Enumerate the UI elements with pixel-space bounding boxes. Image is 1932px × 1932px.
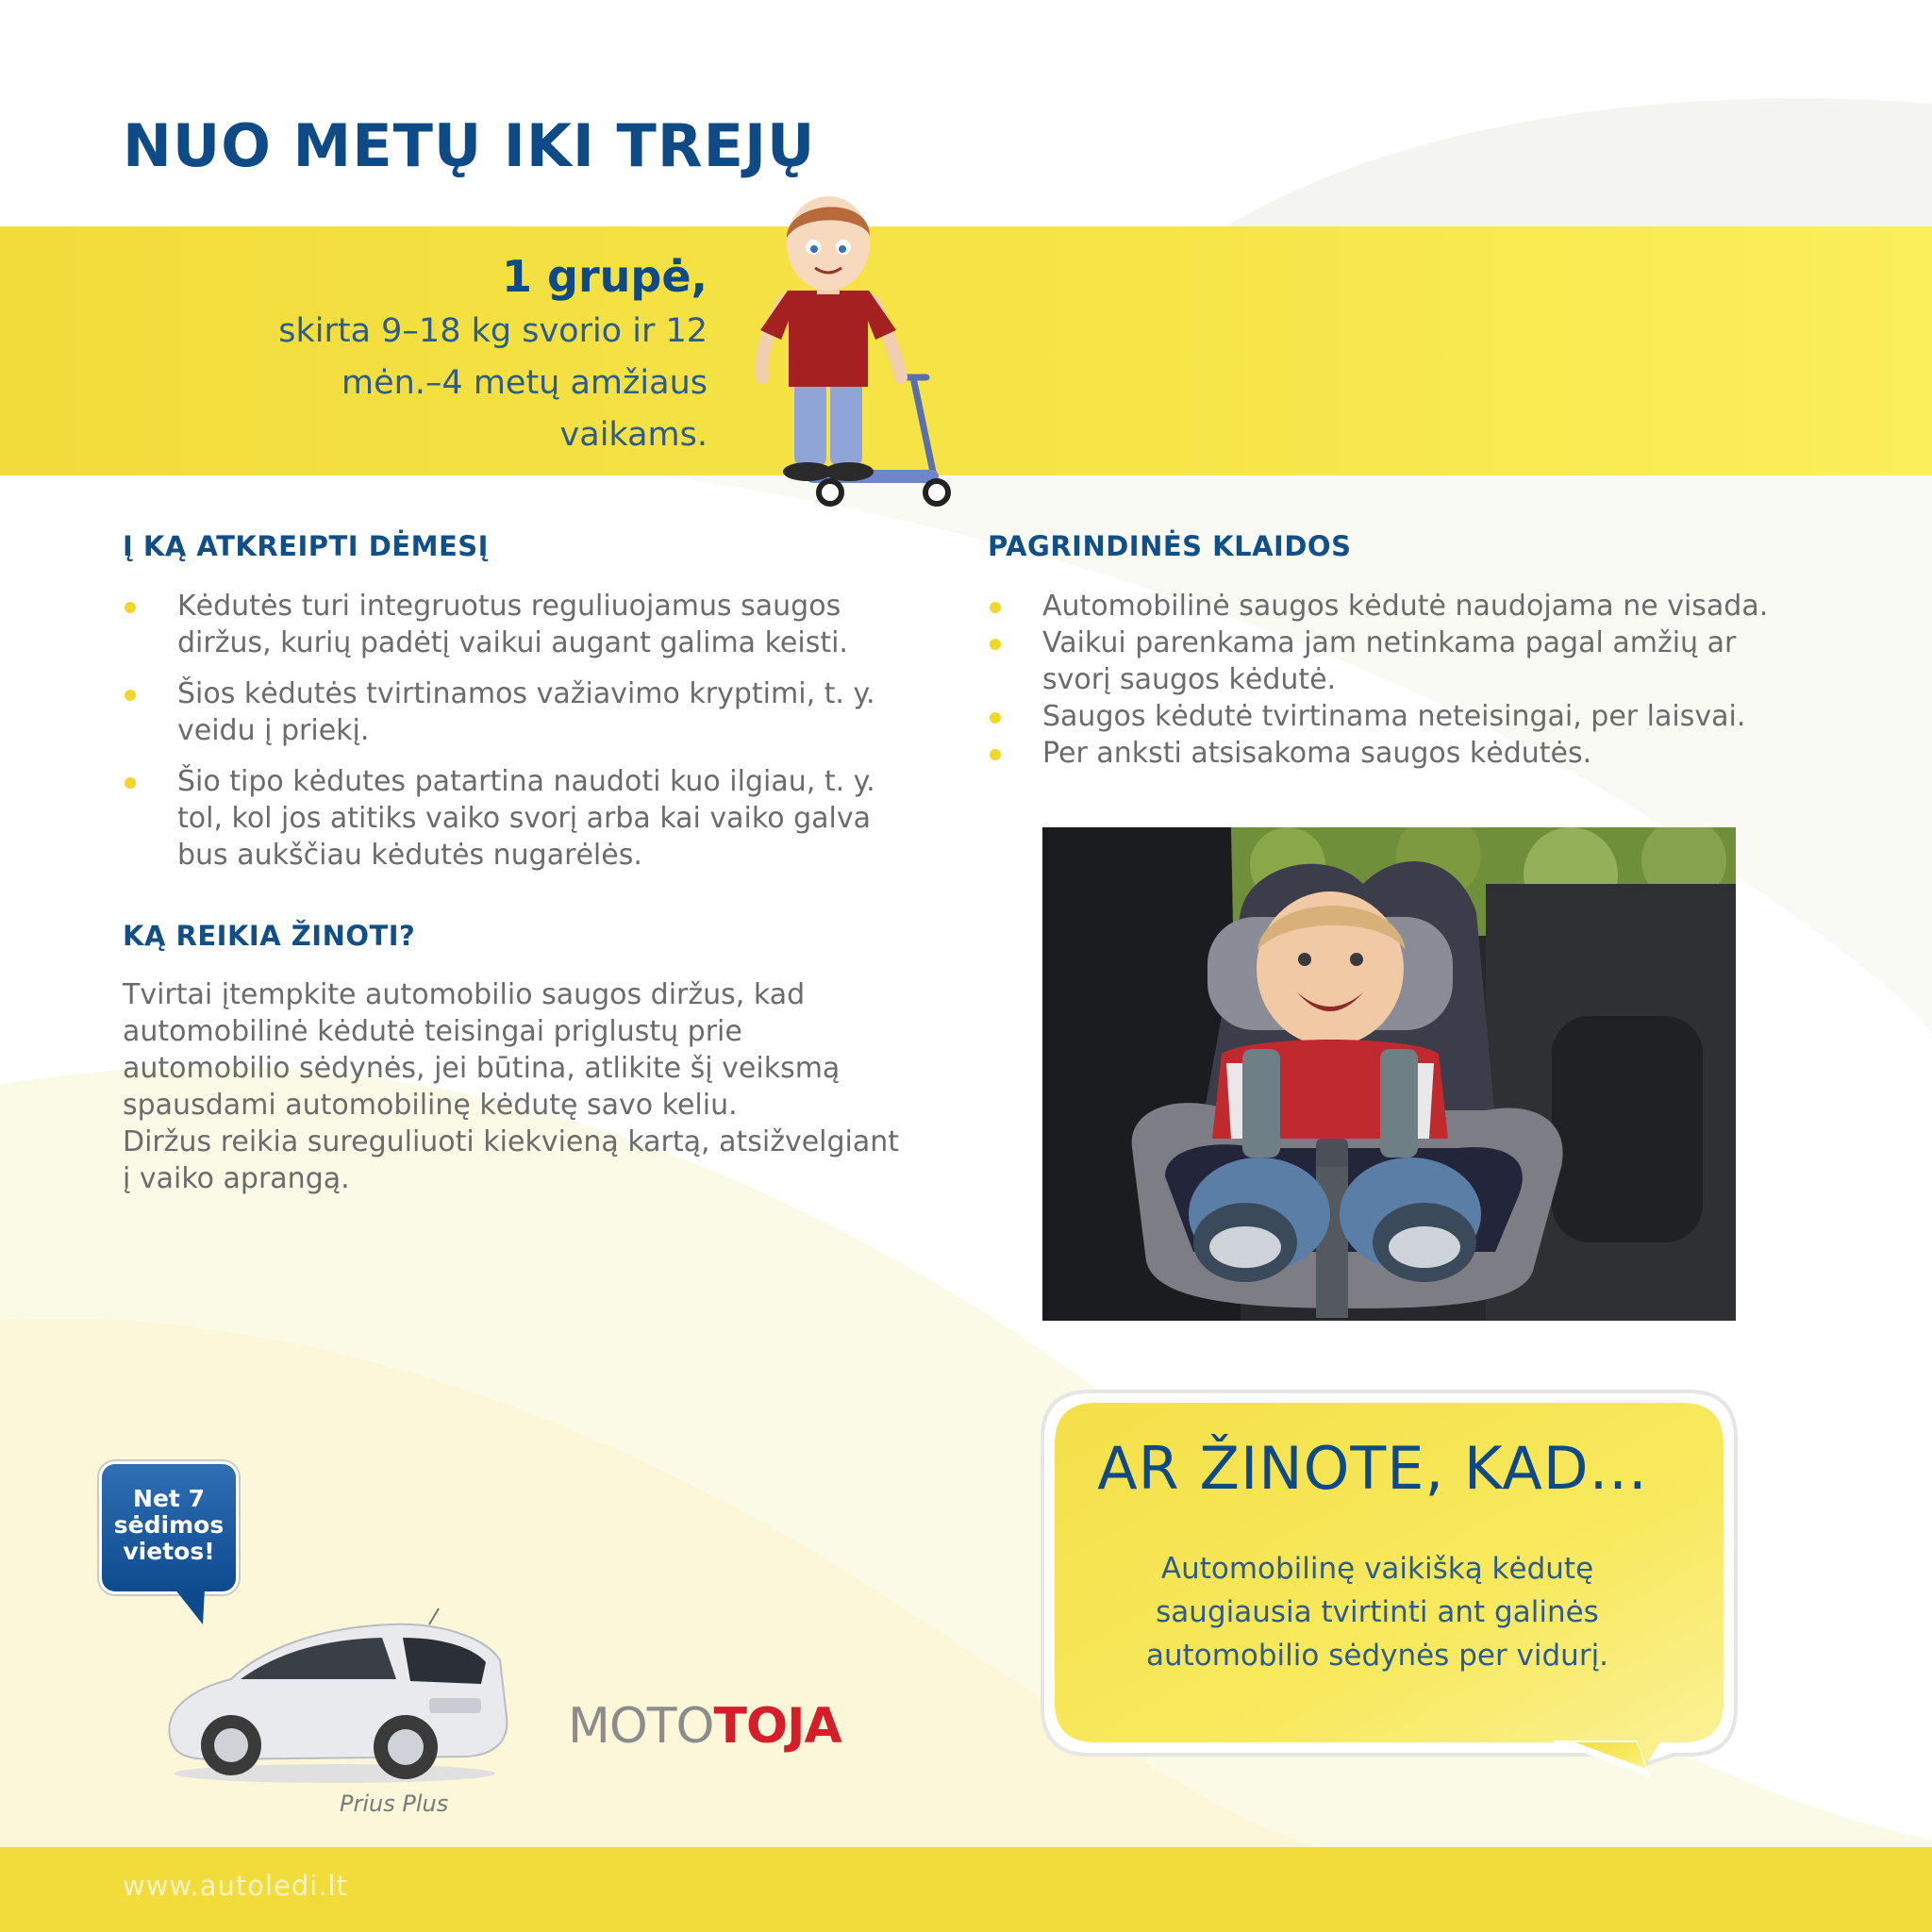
list-item-line: veidu į priekį. [177, 714, 370, 747]
paragraph-line: Diržus reikia sureguliuoti kiekvieną kartą, atsižvelgiant [123, 1125, 900, 1158]
list-item-line: Per anksti atsisakoma saugos kėdutės. [1042, 737, 1592, 770]
list-item-line: bus aukščiau kėdutės nugarėlės. [177, 839, 642, 872]
paragraph-line: automobilio sėdynės, jei būtina, atlikite šį veiksmą [123, 1052, 841, 1085]
boy-scooter-illustration [745, 189, 962, 514]
list-item-line: Šio tipo kėdutes patartina naudoti kuo ilgiau, t. y. [177, 765, 875, 798]
list-item [123, 763, 953, 874]
mistakes-heading: PAGRINDINĖS KLAIDOS [988, 530, 1352, 562]
logo-text-moto: MOTO [568, 1698, 714, 1755]
bullet-dot-icon [990, 749, 1001, 760]
seats-badge-text [102, 1486, 236, 1565]
list-item-line: svorį saugos kėdutė. [1042, 663, 1337, 696]
attention-heading: Į KĄ ATKREIPTI DĖMESĮ [123, 530, 489, 562]
did-you-know-text [1075, 1547, 1679, 1677]
paragraph-line: spausdami automobilinę kėdutę savo keliu. [123, 1089, 738, 1122]
did-you-know-title: AR ŽINOTE, KAD... [1097, 1434, 1648, 1503]
paragraph-line: Tvirtai įtempkite automobilio saugos diržus, kad [123, 978, 806, 1011]
badge-line: Net 7 [133, 1485, 205, 1512]
paragraph-line: automobilinė kėdutė teisingai priglustų prie [123, 1015, 742, 1048]
badge-line: vietos! [123, 1538, 215, 1565]
group-description-line: mėn.–4 metų amžiaus [341, 364, 708, 402]
bullet-dot-icon [990, 712, 1001, 724]
list-item-line: diržus, kurių padėtį vaikui augant galima keisti. [177, 626, 848, 659]
footer-url: www.autoledi.lt [123, 1870, 348, 1902]
list-item-line: Kėdutės turi integruotus reguliuojamus saugos [177, 590, 841, 623]
did-you-know-line: saugiausia tvirtinti ant galinės [1156, 1595, 1599, 1629]
bullet-dot-icon [125, 777, 136, 789]
did-you-know-line: automobilio sėdynės per vidurį. [1145, 1639, 1609, 1673]
did-you-know-line: Automobilinę vaikišką kėdutę [1160, 1552, 1594, 1586]
list-item [988, 588, 1874, 625]
page-title: NUO METŲ IKI TREJŲ [123, 111, 816, 180]
group-description-line: vaikams. [559, 416, 708, 454]
group-description-block [142, 247, 708, 461]
know-paragraph [123, 976, 953, 1197]
list-item [123, 675, 953, 749]
list-item-line: tol, kol jos atitiks vaiko svorį arba kai vaiko galva [177, 802, 871, 835]
bullet-dot-icon [125, 602, 136, 613]
list-item-line: Automobilinė saugos kėdutė naudojama ne visada. [1042, 590, 1769, 623]
mototoja-logo [568, 1698, 841, 1755]
list-item-line: Vaikui parenkama jam netinkama pagal amžių ar [1042, 626, 1737, 659]
list-item [988, 735, 1874, 772]
paragraph-line: į vaiko aprangą. [123, 1162, 350, 1195]
car-caption: Prius Plus [340, 1790, 449, 1817]
list-item [123, 588, 953, 661]
list-item-line: Saugos kėdutė tvirtinama neteisingai, per laisvai. [1042, 700, 1746, 733]
list-item-line: Šios kėdutės tvirtinamos važiavimo kryptimi, t. y. [177, 677, 875, 710]
list-item [988, 698, 1874, 735]
car-illustration [156, 1604, 514, 1783]
logo-text-toja: TOJA [713, 1698, 841, 1755]
list-item [988, 625, 1874, 698]
badge-line: sėdimos [113, 1511, 225, 1539]
attention-list [123, 588, 953, 888]
bullet-dot-icon [125, 690, 136, 701]
bullet-dot-icon [990, 639, 1001, 650]
mistakes-list [988, 588, 1874, 772]
baby-car-seat-photo [1042, 827, 1736, 1321]
know-heading: KĄ REIKIA ŽINOTI? [123, 920, 416, 952]
group-title: 1 grupė, [502, 251, 708, 302]
bullet-dot-icon [990, 602, 1001, 613]
group-description-line: skirta 9–18 kg svorio ir 12 [278, 312, 708, 350]
